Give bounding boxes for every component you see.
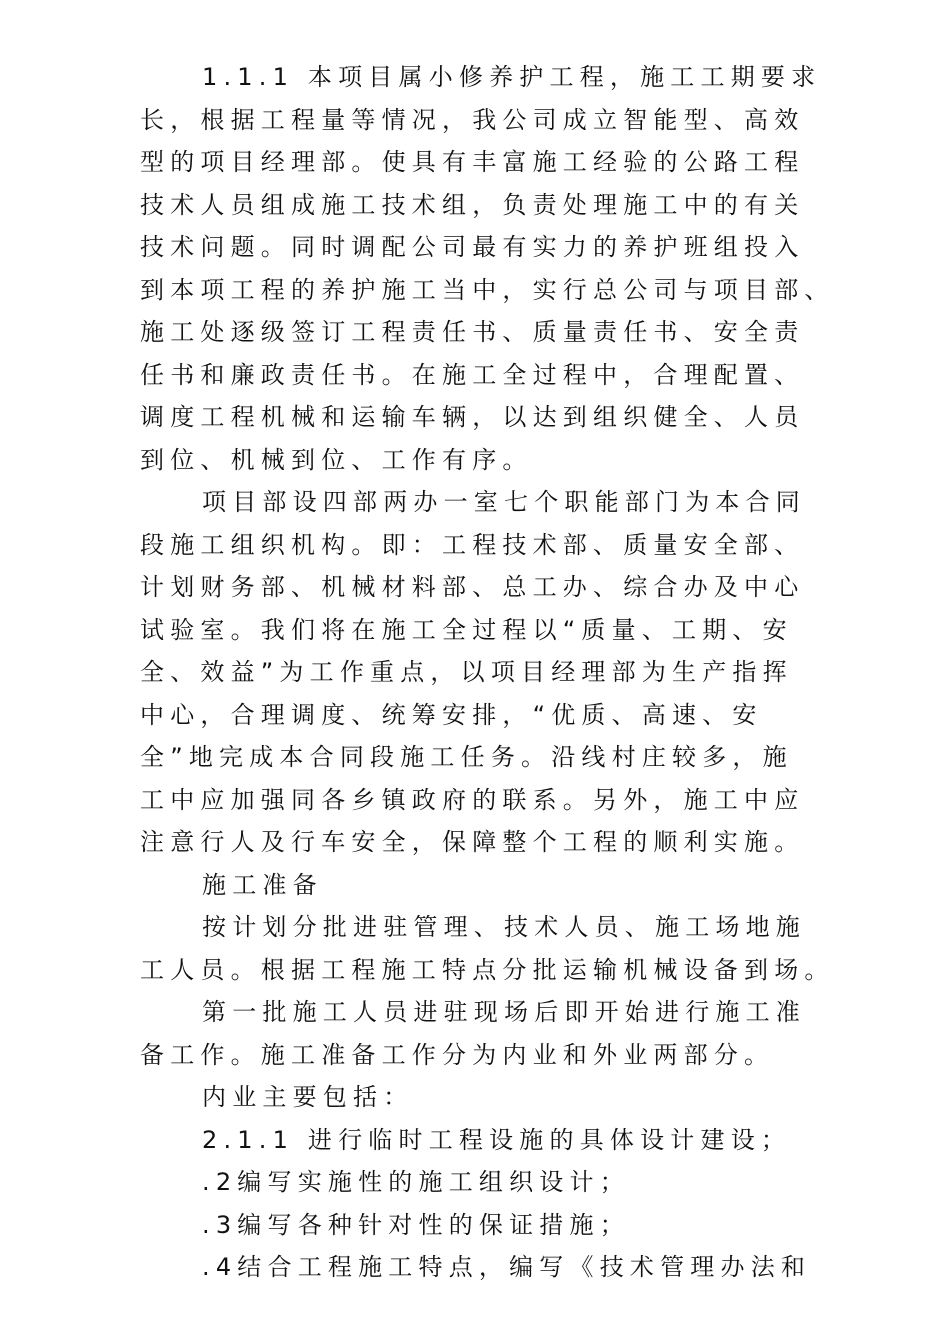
text-line: 任书和廉政责任书。在施工全过程中，合理配置、: [140, 360, 805, 389]
text-line: 项目部设四部两办一室七个职能部门为本合同: [202, 488, 806, 516]
text-line: 全、效益”为工作重点，以项目经理部为生产指挥: [140, 658, 793, 686]
text-line: 到本项工程的养护施工当中，实行总公司与项目部、: [140, 275, 835, 304]
list-item: 2.1.1 进行临时工程设施的具体设计建设；: [202, 1125, 792, 1154]
text-line: 计划财务部、机械材料部、总工办、综合办及中心: [140, 573, 805, 601]
text-line: 备工作。施工准备工作分为内业和外业两部分。: [140, 1040, 775, 1069]
text-line: 中心，合理调度、统筹安排，“优质、高速、安: [140, 700, 763, 729]
text-line: 到位、机械到位、工作有序。: [140, 445, 533, 474]
text-line: 试验室。我们将在施工全过程以“质量、工期、安: [140, 615, 793, 644]
text-line: 长，根据工程量等情况，我公司成立智能型、高效: [140, 105, 805, 134]
section-heading: 施工准备: [202, 870, 323, 899]
text-line: 第一批施工人员进驻现场后即开始进行施工准: [202, 998, 806, 1026]
text-line: 按计划分批进驻管理、技术人员、施工场地施: [202, 913, 806, 941]
text-line: 工中应加强同各乡镇政府的联系。另外，施工中应: [140, 785, 805, 814]
list-item: .4结合工程施工特点，编写《技术管理办法和: [202, 1253, 812, 1281]
text-line: 内业主要包括：: [202, 1083, 414, 1111]
text-line: 工人员。根据工程施工特点分批运输机械设备到场。: [140, 955, 835, 984]
body-text: [140, 56, 835, 1289]
text-line: 型的项目经理部。使具有丰富施工经验的公路工程: [140, 148, 805, 176]
text-line: 调度工程机械和运输车辆，以达到组织健全、人员: [140, 403, 805, 431]
text-line: 全”地完成本合同段施工任务。沿线村庄较多，施: [140, 743, 793, 771]
text-line: 施工处逐级签订工程责任书、质量责任书、安全责: [140, 318, 805, 346]
text-line: 注意行人及行车安全，保障整个工程的顺利实施。: [140, 828, 805, 856]
text-line: 技术人员组成施工技术组，负责处理施工中的有关: [140, 190, 805, 219]
text-line: 段施工组织机构。即：工程技术部、质量安全部、: [140, 530, 805, 559]
list-item: .2编写实施性的施工组织设计；: [202, 1168, 630, 1196]
list-item: .3编写各种针对性的保证措施；: [202, 1210, 630, 1239]
text-line: 1.1.1 本项目属小修养护工程，施工工期要求: [202, 63, 822, 91]
text-line: 技术问题。同时调配公司最有实力的养护班组投入: [140, 233, 805, 261]
